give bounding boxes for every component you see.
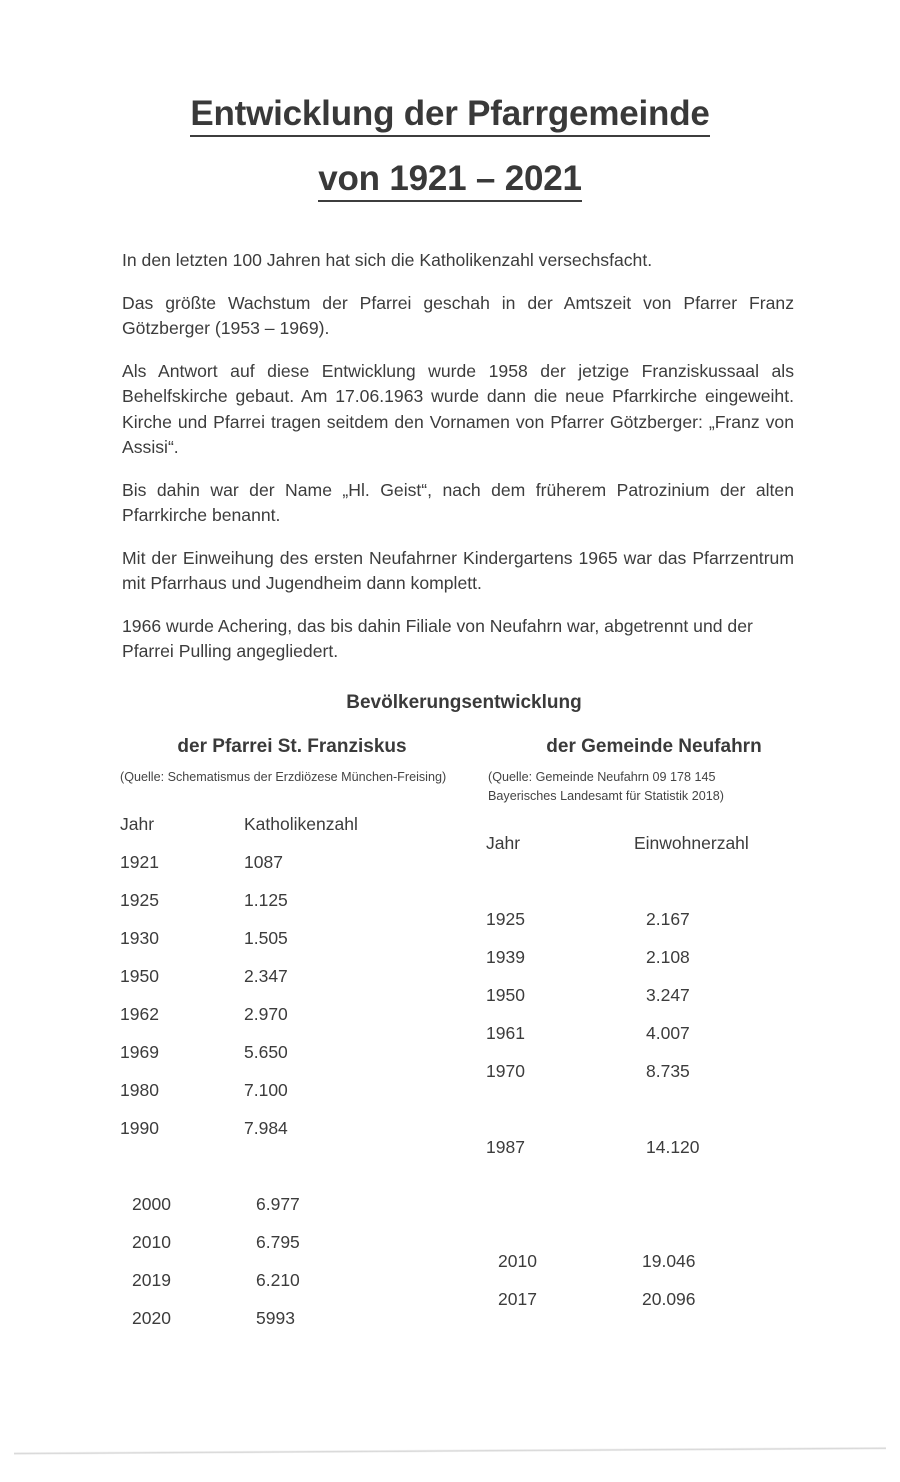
cell-value: 1.125 [244, 889, 288, 910]
statistics-columns [0, 736, 900, 1376]
cell-year [486, 1166, 628, 1204]
cell-year: 1980 [120, 1079, 159, 1100]
table-row [118, 1261, 486, 1299]
table-row [486, 1242, 816, 1280]
table-row [118, 1299, 486, 1337]
title-line-2 [0, 161, 900, 202]
scan-edge-artifact [14, 1447, 886, 1455]
cell-value: 7.100 [244, 1079, 288, 1100]
paragraph-4: Bis dahin war der Name „Hl. Geist“, nach dem früherem Patrozinium der alten Pfarrkirche benannt. [122, 479, 794, 525]
table-row [118, 1185, 486, 1223]
cell-value: 2.108 [646, 946, 690, 967]
cell-year: 1925 [486, 908, 525, 929]
cell-value: 6.210 [256, 1269, 300, 1290]
cell-value [628, 1204, 816, 1242]
table-row-spacer [486, 1090, 816, 1128]
cell-year: 1969 [120, 1041, 159, 1062]
cell-year: 1950 [486, 984, 525, 1005]
table-row [486, 1052, 816, 1090]
municipality-column-heading: der Gemeinde Neufahrn [546, 736, 762, 757]
cell-year: 2010 [498, 1250, 537, 1271]
cell-year [486, 862, 628, 900]
paragraph-5: Mit der Einweihung des ersten Neufahrner Kindergartens 1965 war das Pfarrzentrum mit Pfarrhaus und Jugendheim dann komplett. [122, 547, 794, 593]
cell-year: 1987 [486, 1136, 525, 1157]
cell-year: 2020 [132, 1307, 171, 1328]
table-row [118, 1109, 486, 1147]
cell-year [486, 1318, 628, 1356]
cell-year: 1970 [486, 1060, 525, 1081]
paragraph-3: Als Antwort auf diese Entwicklung wurde 1958 der jetzige Franziskussaal als Behelfskirche gebaut. Am 17.06.1963 wurde dann die neue Pfarrkirche eingeweiht. Kirche und Pfarrei tragen seitdem den Vornamen von Pfarrer Götzberger: „Franz von Assisi“. [122, 360, 794, 457]
cell-year: 1939 [486, 946, 525, 967]
cell-value: 2.167 [646, 908, 690, 929]
municipality-column-header-year: Jahr [486, 832, 521, 853]
cell-year [486, 1090, 628, 1128]
cell-value: 1087 [244, 851, 283, 872]
table-row-spacer [486, 862, 816, 900]
cell-value: 6.977 [256, 1193, 300, 1214]
cell-year: 1930 [120, 927, 159, 948]
parish-column-header-value: Katholikenzahl [244, 813, 358, 834]
cell-value: 8.735 [646, 1060, 690, 1081]
parish-column-header-year: Jahr [120, 813, 155, 834]
table-row [486, 1014, 816, 1052]
table-row [118, 843, 486, 881]
table-row [486, 1280, 816, 1318]
cell-year: 1990 [120, 1117, 159, 1138]
cell-value: 19.046 [642, 1250, 696, 1271]
municipality-statistics-column [486, 736, 816, 1356]
table-header-row [486, 824, 816, 862]
table-row [118, 919, 486, 957]
table-row [486, 900, 816, 938]
cell-value: 14.120 [646, 1136, 700, 1157]
municipality-column-header-value: Einwohnerzahl [634, 832, 749, 853]
municipality-source-line-2: Bayerisches Landesamt für Statistik 2018) [488, 789, 724, 803]
table-row [118, 1223, 486, 1261]
cell-value: 20.096 [642, 1288, 696, 1309]
table-row-spacer [118, 1147, 486, 1185]
cell-value: 7.984 [244, 1117, 288, 1138]
table-row [486, 1128, 816, 1166]
municipality-source-line-1: (Quelle: Gemeinde Neufahrn 09 178 145 [488, 770, 716, 784]
cell-year: 1961 [486, 1022, 525, 1043]
cell-value [628, 1318, 816, 1356]
cell-value [628, 1166, 816, 1204]
table-row [486, 938, 816, 976]
parish-table-body [118, 843, 486, 1337]
table-row [118, 881, 486, 919]
parish-data-table [118, 805, 486, 1337]
municipality-table-body [486, 862, 816, 1356]
cell-value: 5.650 [244, 1041, 288, 1062]
statistics-section [0, 692, 900, 1376]
cell-year: 1950 [120, 965, 159, 986]
cell-year: 1925 [120, 889, 159, 910]
table-row-spacer [486, 1166, 816, 1204]
title-line-2-text: von 1921 – 2021 [318, 161, 582, 202]
cell-value: 2.970 [244, 1003, 288, 1024]
table-row [118, 995, 486, 1033]
parish-source-line-1: (Quelle: Schematismus der Erzdiözese München-Freising) [120, 770, 447, 784]
parish-column-heading: der Pfarrei St. Franziskus [177, 736, 407, 757]
title-line-1-text: Entwicklung der Pfarrgemeinde [190, 96, 709, 137]
cell-value: 5993 [256, 1307, 295, 1328]
municipality-data-table [486, 824, 816, 1356]
cell-year: 2000 [132, 1193, 171, 1214]
paragraph-6: 1966 wurde Achering, das bis dahin Filiale von Neufahrn war, abgetrennt und der Pfarrei Pulling angegliedert. [122, 615, 753, 661]
table-row-spacer [486, 1318, 816, 1356]
table-row [118, 1071, 486, 1109]
cell-year: 1962 [120, 1003, 159, 1024]
table-header-row [118, 805, 486, 843]
cell-value: 2.347 [244, 965, 288, 986]
cell-year [486, 1204, 628, 1242]
title-line-1 [0, 96, 900, 137]
statistics-heading: Bevölkerungsentwicklung [346, 692, 582, 713]
table-row [118, 1033, 486, 1071]
cell-value: 3.247 [646, 984, 690, 1005]
document-title [0, 96, 900, 202]
cell-year: 2019 [132, 1269, 171, 1290]
cell-year: 2017 [498, 1288, 537, 1309]
cell-year: 1921 [120, 851, 159, 872]
cell-value: 1.505 [244, 927, 288, 948]
cell-value [628, 1090, 816, 1128]
cell-value [628, 862, 816, 900]
cell-value: 6.795 [256, 1231, 300, 1252]
table-row [118, 957, 486, 995]
table-row [486, 976, 816, 1014]
cell-value [240, 1147, 486, 1185]
body-text [122, 248, 794, 665]
parish-statistics-column [118, 736, 486, 1337]
paragraph-1: In den letzten 100 Jahren hat sich die Katholikenzahl versechsfacht. [122, 250, 653, 270]
cell-year [118, 1147, 240, 1185]
cell-value: 4.007 [646, 1022, 690, 1043]
table-row-spacer [486, 1204, 816, 1242]
paragraph-2: Das größte Wachstum der Pfarrei geschah in der Amtszeit von Pfarrer Franz Götzberger (1953 – 1969). [122, 292, 794, 338]
cell-year: 2010 [132, 1231, 171, 1252]
